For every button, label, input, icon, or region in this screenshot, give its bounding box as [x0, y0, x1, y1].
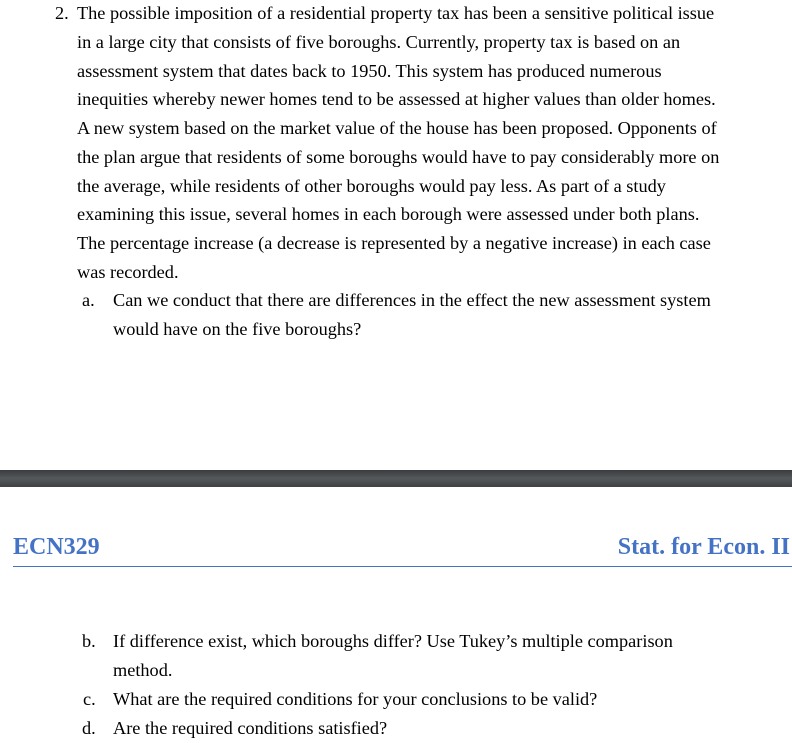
question-text-line: was recorded. — [77, 262, 179, 282]
part-text-line: Can we conduct that there are differences in the effect the new assessment system — [113, 290, 711, 310]
page-break-bar — [0, 470, 792, 487]
question-text-line: inequities whereby newer homes tend to be assessed at higher values than older homes. — [77, 89, 716, 109]
part-label: c. — [83, 689, 96, 709]
question-text-line: in a large city that consists of five boroughs. Currently, property tax is based on an — [77, 32, 681, 52]
question-text-line: A new system based on the market value of the house has been proposed. Opponents of — [77, 118, 717, 138]
course-title: Stat. for Econ. II — [617, 534, 790, 560]
question-text-line: the average, while residents of other boroughs would pay less. As part of a study — [77, 176, 666, 196]
part-text-line: If difference exist, which boroughs differ? Use Tukey’s multiple comparison — [113, 631, 673, 651]
question-number: 2. — [55, 3, 69, 23]
part-text-line: would have on the five boroughs? — [113, 319, 362, 339]
question-text-line: The possible imposition of a residential property tax has been a sensitive political issue — [77, 3, 715, 23]
part-label: b. — [82, 631, 96, 651]
question-text-line: assessment system that dates back to 1950. This system has produced numerous — [77, 61, 662, 81]
part-label: d. — [82, 718, 96, 738]
part-text-line: method. — [113, 660, 173, 680]
part-label: a. — [82, 290, 95, 310]
question-text-line: The percentage increase (a decrease is represented by a negative increase) in each case — [77, 233, 711, 253]
course-code: ECN329 — [13, 534, 100, 560]
part-text-line: What are the required conditions for your conclusions to be valid? — [113, 689, 598, 709]
question-text-line: examining this issue, several homes in each borough were assessed under both plans. — [77, 204, 700, 224]
part-text-line: Are the required conditions satisfied? — [113, 718, 388, 738]
question-text-line: the plan argue that residents of some boroughs would have to pay considerably more on — [77, 147, 720, 167]
header-rule — [13, 566, 792, 567]
